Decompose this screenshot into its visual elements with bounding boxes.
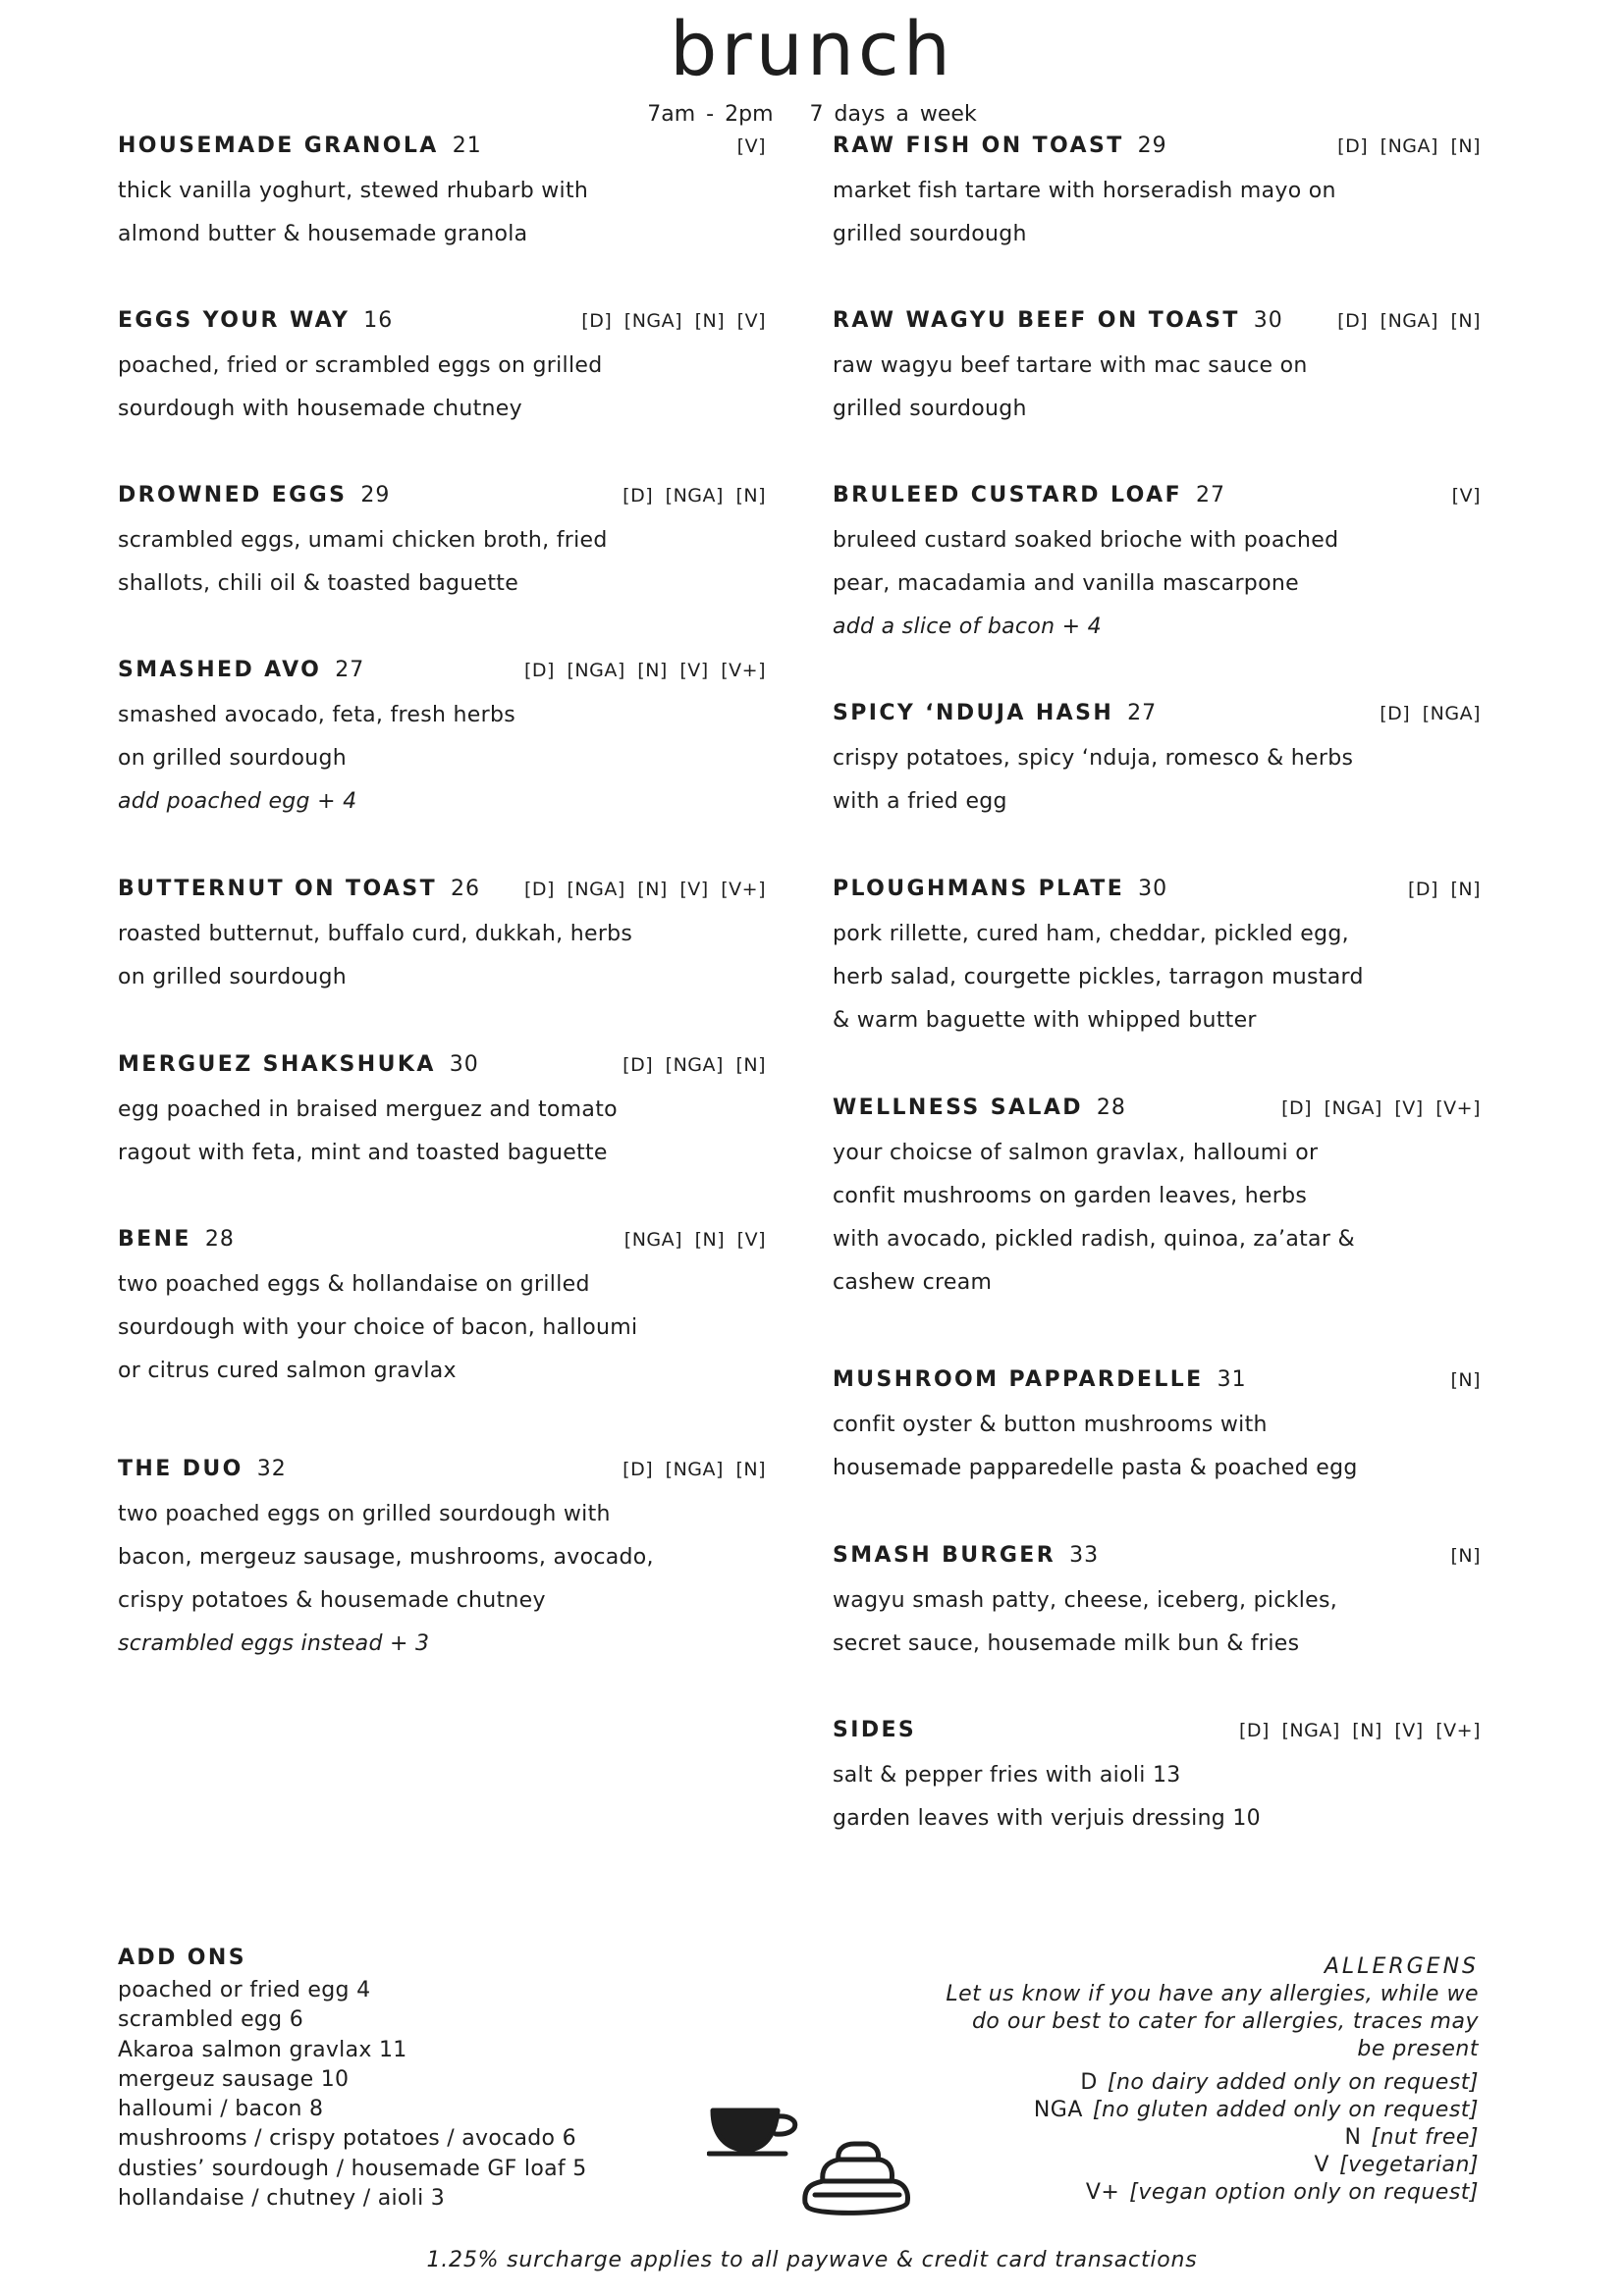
menu-item-header <box>833 877 1481 904</box>
menu-item-name: MERGUEZ SHAKSHUKA <box>118 1052 436 1077</box>
menu-item-description-line: two poached eggs on grilled sourdough with <box>118 1502 611 1526</box>
menu-item-description-line: confit mushrooms on garden leaves, herbs <box>833 1184 1308 1208</box>
menu-item-dietary-tags: [D] [NGA] [N] <box>1337 135 1481 157</box>
menu-item-name: DROWNED EGGS <box>118 483 348 507</box>
menu-item <box>833 483 1481 640</box>
opening-hours <box>0 102 1624 127</box>
menu-item-description-line: with a fried egg <box>833 789 1007 814</box>
menu-item-description-line: on grilled sourdough <box>118 965 348 989</box>
menu-item-name: THE DUO <box>118 1457 244 1481</box>
menu-item-dietary-tags: [V] <box>736 135 766 157</box>
menu-item-header <box>118 1227 766 1255</box>
surcharge-note: 1.25% surcharge applies to all paywave & credit card transactions <box>426 2248 1198 2272</box>
menu-item-price: 29 <box>1137 133 1167 158</box>
menu-item-description-line: egg poached in braised merguez and tomato <box>118 1097 618 1122</box>
menu-item-name: SPICY ‘NDUJA HASH <box>833 701 1114 725</box>
menu-item-dietary-tags: [D] [NGA] [N] [V] [V+] <box>524 879 766 900</box>
allergen-legend-row <box>831 2179 1479 2207</box>
menu-item-description-line: poached, fried or scrambled eggs on grilled <box>118 353 603 378</box>
menu-item-header <box>118 658 766 685</box>
menu-item <box>833 133 1481 247</box>
menu-item-title <box>118 658 364 682</box>
menu-item-title <box>833 483 1225 507</box>
menu-item-description-line: cashew cream <box>833 1270 993 1295</box>
menu-item-title <box>833 308 1283 333</box>
menu-item-description-line: with avocado, pickled radish, quinoa, za’atar & <box>833 1227 1355 1252</box>
menu-item-header <box>833 1095 1481 1123</box>
menu-item <box>118 877 766 990</box>
menu-item-name: WELLNESS SALAD <box>833 1095 1083 1120</box>
menu-item-description-line: sourdough with your choice of bacon, halloumi <box>118 1315 638 1340</box>
menu-item-header <box>118 1052 766 1080</box>
add-on-item: halloumi / bacon 8 <box>118 2097 324 2122</box>
menu-item-name: RAW FISH ON TOAST <box>833 133 1124 158</box>
menu-item-dietary-tags: [D] [NGA] [N] [V] [V+] <box>1239 1720 1481 1741</box>
menu-item-price: 31 <box>1217 1367 1247 1392</box>
menu-item-description-line: ragout with feta, mint and toasted baguette <box>118 1141 608 1165</box>
menu-item-header <box>118 133 766 161</box>
menu-item <box>118 658 766 815</box>
menu-item-title <box>118 483 390 507</box>
menu-item <box>833 1718 1481 1832</box>
menu-item-title <box>118 133 482 158</box>
menu-item-description-line: salt & pepper fries with aioli 13 <box>833 1763 1181 1788</box>
menu-item-description-line: two poached eggs & hollandaise on grilled <box>118 1272 590 1297</box>
menu-item-title <box>833 1718 916 1742</box>
allergen-description: [nut free] <box>1371 2125 1479 2150</box>
menu-item <box>833 877 1481 1034</box>
menu-item-name: SMASHED AVO <box>118 658 322 682</box>
allergens-section <box>831 1953 1479 2207</box>
menu-item <box>833 308 1481 422</box>
menu-item-name: HOUSEMADE GRANOLA <box>118 133 439 158</box>
menu-item-description-line: wagyu smash patty, cheese, iceberg, pickles, <box>833 1588 1338 1613</box>
menu-item <box>833 1367 1481 1481</box>
menu-item-header <box>833 1718 1481 1745</box>
allergen-code: N <box>1344 2125 1362 2150</box>
menu-item-description-line: bruleed custard soaked brioche with poached <box>833 528 1339 553</box>
menu-item-dietary-tags: [D] [NGA] <box>1380 703 1481 724</box>
menu-item <box>118 308 766 422</box>
add-ons-heading: ADD ONS <box>118 1946 246 1970</box>
menu-item-title <box>833 701 1157 725</box>
menu-item-price: 27 <box>1196 483 1226 507</box>
menu-item-name: MUSHROOM PAPPARDELLE <box>833 1367 1204 1392</box>
menu-item-price: 16 <box>363 308 394 333</box>
allergen-description: [no gluten added only on request] <box>1092 2098 1479 2122</box>
menu-item-description-line: pear, macadamia and vanilla mascarpone <box>833 571 1299 596</box>
menu-item-description-line: pork rillette, cured ham, cheddar, pickled egg, <box>833 922 1349 946</box>
menu-item-description-line: & warm baguette with whipped butter <box>833 1008 1257 1033</box>
menu-item-name: BUTTERNUT ON TOAST <box>118 877 438 901</box>
menu-item <box>118 1052 766 1166</box>
menu-item-description-line: garden leaves with verjuis dressing 10 <box>833 1806 1261 1831</box>
menu-item-dietary-tags: [D] [N] <box>1407 879 1481 900</box>
menu-item-price: 28 <box>204 1227 235 1252</box>
menu-item-price: 30 <box>1253 308 1283 333</box>
menu-item-description-line: scrambled eggs, umami chicken broth, fried <box>118 528 608 553</box>
menu-item-extra-note: add a slice of bacon + 4 <box>833 614 1102 639</box>
menu-item-header <box>833 1367 1481 1395</box>
menu-item-extra-note: add poached egg + 4 <box>118 789 357 814</box>
menu-item-price: 32 <box>256 1457 287 1481</box>
menu-item-description-line: on grilled sourdough <box>118 746 348 771</box>
allergens-notice-line: do our best to cater for allergies, traces may <box>971 2009 1479 2034</box>
menu-item-header <box>118 308 766 336</box>
menu-item-header <box>833 701 1481 728</box>
menu-item-dietary-tags: [D] [NGA] [N] [V] <box>581 310 766 332</box>
menu-item-title <box>833 133 1167 158</box>
menu-item-title <box>118 877 480 901</box>
allergen-code: V <box>1314 2153 1330 2177</box>
add-on-item: hollandaise / chutney / aioli 3 <box>118 2186 446 2212</box>
allergen-description: [no dairy added only on request] <box>1107 2070 1479 2095</box>
menu-item-description-line: roasted butternut, buffalo curd, dukkah, herbs <box>118 922 633 946</box>
allergen-code: NGA <box>1033 2098 1083 2122</box>
menu-item-description-line: or citrus cured salmon gravlax <box>118 1359 457 1383</box>
menu-item-description-line: shallots, chili oil & toasted baguette <box>118 571 519 596</box>
menu-item-description-line: almond butter & housemade granola <box>118 222 528 246</box>
menu-item-dietary-tags: [NGA] [N] [V] <box>623 1229 766 1251</box>
menu-item-price: 27 <box>335 658 365 682</box>
allergen-legend-row <box>831 2069 1479 2097</box>
menu-item-dietary-tags: [D] [NGA] [N] <box>623 1459 766 1480</box>
menu-item-header <box>118 1457 766 1484</box>
menu-item-name: SMASH BURGER <box>833 1543 1056 1568</box>
menu-item-title <box>118 1457 287 1481</box>
menu-item-header <box>833 133 1481 161</box>
add-on-item: mushrooms / crispy potatoes / avocado 6 <box>118 2126 576 2152</box>
menu-item-title <box>118 1227 235 1252</box>
allergen-code: V+ <box>1085 2180 1120 2205</box>
menu-item-price: 29 <box>360 483 391 507</box>
menu-item-dietary-tags: [D] [NGA] [N] [V] [V+] <box>524 660 766 681</box>
menu-item-dietary-tags: [D] [NGA] [N] <box>623 1054 766 1076</box>
menu-item-description-line: smashed avocado, feta, fresh herbs <box>118 703 515 727</box>
menu-item <box>833 1543 1481 1657</box>
hours-days: 7 days a week <box>809 102 977 127</box>
menu-item-name: EGGS YOUR WAY <box>118 308 351 333</box>
allergens-notice-line: Let us know if you have any allergies, while we <box>946 1982 1479 2006</box>
menu-item-name: PLOUGHMANS PLATE <box>833 877 1125 901</box>
menu-item-dietary-tags: [N] <box>1450 1545 1481 1567</box>
menu-item <box>118 133 766 247</box>
menu-item-dietary-tags: [D] [NGA] [N] <box>623 485 766 507</box>
menu-item-header <box>118 877 766 904</box>
menu-item-price: 33 <box>1069 1543 1100 1568</box>
allergen-legend-row <box>831 2097 1479 2124</box>
menu-item-header <box>833 483 1481 510</box>
menu-item-description-line: confit oyster & button mushrooms with <box>833 1413 1268 1437</box>
allergen-description: [vegan option only on request] <box>1129 2180 1479 2205</box>
allergens-notice-line: be present <box>1357 2037 1479 2061</box>
menu-item-description-line: secret sauce, housemade milk bun & fries <box>833 1631 1300 1656</box>
menu-item-description-line: thick vanilla yoghurt, stewed rhubarb with <box>118 179 589 203</box>
menu-item-dietary-tags: [D] [NGA] [V] [V+] <box>1281 1097 1481 1119</box>
menu-item-title <box>833 877 1167 901</box>
menu-item-dietary-tags: [D] [NGA] [N] <box>1337 310 1481 332</box>
menu-item-price: 28 <box>1096 1095 1126 1120</box>
menu-item-price: 30 <box>1138 877 1168 901</box>
allergen-code: D <box>1080 2070 1098 2095</box>
menu-item-description-line: sourdough with housemade chutney <box>118 397 522 421</box>
menu-item-description-line: your choicse of salmon gravlax, halloumi or <box>833 1141 1319 1165</box>
menu-item-description-line: market fish tartare with horseradish mayo on <box>833 179 1336 203</box>
menu-item-description-line: raw wagyu beef tartare with mac sauce on <box>833 353 1308 378</box>
allergen-legend-row <box>831 2152 1479 2179</box>
add-on-item: mergeuz sausage 10 <box>118 2066 350 2092</box>
allergens-notice <box>831 1981 1479 2063</box>
menu-item-name: BRULEED CUSTARD LOAF <box>833 483 1183 507</box>
allergens-legend <box>831 2069 1479 2207</box>
menu-item-name: BENE <box>118 1227 191 1252</box>
menu-item-description-line: bacon, mergeuz sausage, mushrooms, avocado, <box>118 1545 654 1570</box>
allergen-legend-row <box>831 2124 1479 2152</box>
add-on-item: scrambled egg 6 <box>118 2007 304 2033</box>
menu-item-name: RAW WAGYU BEEF ON TOAST <box>833 308 1240 333</box>
menu-item <box>118 483 766 597</box>
add-on-item: poached or fried egg 4 <box>118 1978 371 2002</box>
menu-item-price: 27 <box>1127 701 1158 725</box>
menu-item-dietary-tags: [N] <box>1450 1369 1481 1391</box>
menu-item-description-line: crispy potatoes, spicy ‘nduja, romesco & herbs <box>833 746 1354 771</box>
menu-item-title <box>118 1052 479 1077</box>
menu-item-price: 30 <box>449 1052 479 1077</box>
allergen-description: [vegetarian] <box>1339 2153 1479 2177</box>
menu-item <box>118 1457 766 1657</box>
menu-item-header <box>833 1543 1481 1571</box>
menu-item-name: SIDES <box>833 1718 917 1742</box>
menu-item-title <box>833 1543 1099 1568</box>
menu-item-header <box>118 483 766 510</box>
menu-item-description-line: housemade papparedelle pasta & poached egg <box>833 1456 1358 1480</box>
menu-title: brunch <box>670 5 954 92</box>
menu-item <box>833 1095 1481 1296</box>
menu-item-description-line: herb salad, courgette pickles, tarragon mustard <box>833 965 1364 989</box>
hours-time: 7am - 2pm <box>647 102 774 127</box>
menu-item-title <box>833 1095 1126 1120</box>
add-on-item: Akaroa salmon gravlax 11 <box>118 2037 407 2062</box>
menu-item-price: 26 <box>451 877 481 901</box>
menu-item-dietary-tags: [V] <box>1451 485 1481 507</box>
allergens-heading: ALLERGENS <box>1324 1954 1479 1979</box>
menu-item-title <box>833 1367 1247 1392</box>
menu-item-description-line: crispy potatoes & housemade chutney <box>118 1588 546 1613</box>
menu-item-description-line: grilled sourdough <box>833 222 1027 246</box>
menu-item <box>833 701 1481 815</box>
menu-item-header <box>833 308 1481 336</box>
menu-item-price: 21 <box>452 133 482 158</box>
menu-item-extra-note: scrambled eggs instead + 3 <box>118 1631 430 1656</box>
menu-item <box>118 1227 766 1384</box>
add-on-item: dusties’ sourdough / housemade GF loaf 5 <box>118 2156 587 2181</box>
menu-item-title <box>118 308 393 333</box>
menu-item-description-line: grilled sourdough <box>833 397 1027 421</box>
